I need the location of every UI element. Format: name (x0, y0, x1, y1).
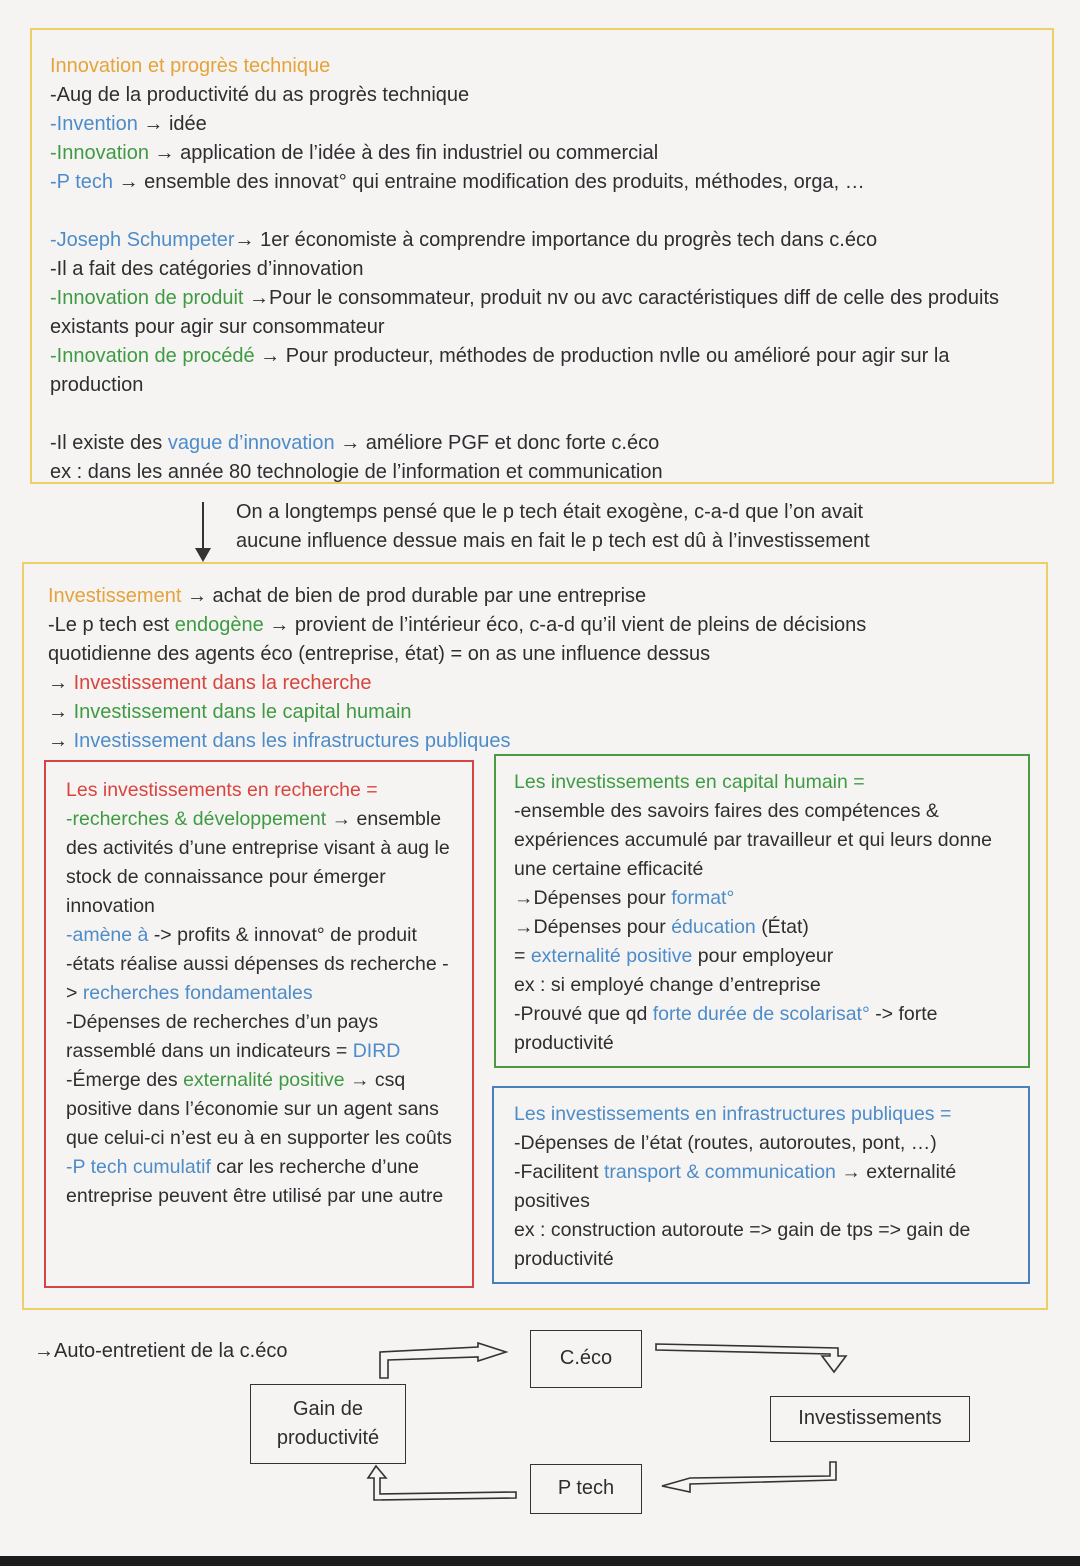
product-innovation-line (50, 284, 1034, 342)
connector-line-1: On a longtemps pensé que le p tech était exogène, c-a-d que l’on avait (236, 501, 864, 523)
arrow-icon: → (350, 1069, 370, 1091)
endogenous-key: endogène (174, 614, 264, 636)
bottom-edge (0, 1556, 1080, 1566)
cumulative-key: -P tech cumulatif (66, 1156, 211, 1178)
human-capital-title: Les investissements en capital humain = (514, 771, 865, 793)
arrow-icon: → (118, 171, 139, 193)
product-innovation-def: Pour le consommateur, produit nv ou avc caractéristiques diff de celle des produits existants pour agir sur consommateur (50, 287, 1000, 338)
example-line: ex : si employé change d’entreprise (514, 974, 821, 996)
hollow-arrow-icon (368, 1466, 516, 1500)
ptech-def: ensemble des innovat° qui entraine modification des produits, méthodes, orga, … (144, 171, 865, 193)
cycle-arrows (0, 1320, 1080, 1530)
process-innovation-key: -Innovation de procédé (50, 345, 255, 367)
research-box (44, 760, 474, 1288)
positive-externality-line: = externalité positive pour employeur (514, 945, 834, 967)
investment-def-line (48, 582, 1008, 611)
dird-key: DIRD (352, 1040, 401, 1062)
research-title: Les investissements en recherche = (66, 779, 378, 801)
wave-line (50, 429, 1034, 458)
wave-key: vague d’innovation (167, 432, 335, 454)
down-arrow-icon (192, 500, 214, 564)
arrow-icon: → (143, 113, 164, 135)
innovation-title: Innovation et progrès technique (50, 55, 331, 77)
externality-key: externalité positive (183, 1069, 345, 1091)
productivity-line: -Aug de la productivité du as progrès technique (50, 84, 470, 106)
rd-def: ensemble des activités d’une entreprise visant à aug le stock de connaissance pour émerger innovation (66, 808, 450, 917)
highway-example-line: ex : construction autoroute => gain de tps => gain de productivité (514, 1219, 971, 1270)
hollow-arrow-icon (380, 1343, 506, 1378)
product-innovation-key: -Innovation de produit (50, 287, 244, 309)
endogenous-line (48, 611, 928, 669)
dird-line: -Dépenses de recherches d’un pays rassemblé dans un indicateurs = DIRD (66, 1011, 401, 1062)
arrow-icon: → (340, 432, 361, 454)
connector-line-2: aucune influence dessue mais en fait le p tech est dû à l’investissement (236, 530, 870, 552)
node-gain-productivite: Gain de productivité (250, 1384, 406, 1464)
positive-externality-key: externalité positive (530, 945, 693, 967)
schooling-key: forte durée de scolarisat° (652, 1003, 870, 1025)
training-key: format° (671, 887, 735, 909)
innovation-key: -Innovation (50, 142, 149, 164)
endogenous-def: provient de l’intérieur éco, c-a-d qu’il vient de pleins de décisions quotidienne des agents éco (entreprise, état) = on as une influence dessus (48, 614, 867, 665)
arrow-icon: → (260, 345, 281, 367)
rd-key: -recherches & développement (66, 808, 327, 830)
ptech-line (50, 168, 1034, 197)
transport-key: transport & communication (603, 1161, 836, 1183)
process-innovation-line (50, 342, 1034, 400)
education-key: éducation (671, 916, 756, 938)
cycle-label: →Auto-entretient de la c.éco (34, 1340, 288, 1362)
bullet-research: → Investissement dans la recherche (48, 672, 372, 694)
node-investissements: Investissements (770, 1396, 970, 1442)
leads-to-line (66, 921, 458, 950)
arrow-icon: → (186, 585, 207, 607)
schumpeter-key: -Joseph Schumpeter (50, 229, 235, 251)
arrow-icon: → (234, 229, 255, 251)
invention-def: idée (168, 113, 207, 135)
hollow-arrow-icon (656, 1344, 846, 1372)
example-line: ex : dans les année 80 technologie de l’information et communication (50, 461, 663, 483)
connector-text (236, 498, 956, 556)
arrow-icon: → (249, 287, 270, 309)
human-capital-box (494, 754, 1030, 1068)
skills-line: -ensemble des savoirs faires des compétences & expériences accumulé par travailleur et qui leurs donne une certaine efficacité (514, 800, 993, 880)
ptech-key: -P tech (50, 171, 113, 193)
process-innovation-def: Pour producteur, méthodes de production nvlle ou amélioré pour agir sur la production (50, 345, 950, 396)
invention-line (50, 110, 1034, 139)
wave-def: améliore PGF et donc forte c.éco (365, 432, 660, 454)
wave-pre: -Il existe des (50, 432, 163, 454)
arrow-icon: → (331, 808, 352, 830)
endogenous-pre: -Le p tech est (48, 614, 170, 636)
innovation-box (30, 28, 1054, 484)
schooling-line: -Prouvé que qd forte durée de scolarisat° -> forte productivité (514, 1003, 938, 1054)
node-ptech: P tech (530, 1464, 642, 1514)
arrow-icon: → (48, 672, 68, 694)
state-spending-line: -Dépenses de l’état (routes, autoroutes, pont, …) (514, 1132, 937, 1154)
arrow-icon: → (48, 701, 68, 723)
arrow-icon: → (48, 730, 68, 752)
arrow-icon: → (269, 614, 290, 636)
invention-key: -Invention (50, 113, 138, 135)
arrow-icon: → (841, 1161, 861, 1183)
innovation-line (50, 139, 1034, 168)
training-line: →Dépenses pour format° (514, 887, 735, 909)
fundamental-research-key: recherches fondamentales (82, 982, 313, 1004)
investment-title: Investissement (48, 585, 182, 607)
bullet-infrastructure: → Investissement dans les infrastructures publiques (48, 730, 511, 752)
leads-to-rest: -> profits & innovat° de produit (153, 924, 417, 946)
cumulative-line: -P tech cumulatif car les recherche d’une entreprise peuvent être utilisé par une autre (66, 1156, 444, 1207)
arrow-icon: → (154, 142, 175, 164)
innovation-def: application de l’idée à des fin industriel ou commercial (180, 142, 659, 164)
rd-line (66, 805, 458, 921)
node-ceco: C.éco (530, 1330, 642, 1388)
state-research-line: -états réalise aussi dépenses ds recherche -> recherches fondamentales (66, 953, 449, 1004)
infrastructure-title: Les investissements en infrastructures publiques = (514, 1103, 952, 1125)
categories-line: -Il a fait des catégories d’innovation (50, 258, 364, 280)
education-line: →Dépenses pour éducation (État) (514, 916, 809, 938)
externality-line: -Émerge des externalité positive → csq positive dans l’économie sur un agent sans que celui-ci n’est eu à en supporter les coûts (66, 1069, 452, 1149)
leads-to-key: -amène à (66, 924, 149, 946)
schumpeter-def: 1er économiste à comprendre importance du progrès tech dans c.éco (260, 229, 878, 251)
transport-line: -Facilitent transport & communication → externalité positives (514, 1161, 957, 1212)
schumpeter-line (50, 226, 1034, 255)
investment-def: achat de bien de prod durable par une entreprise (212, 585, 647, 607)
infrastructure-box (492, 1086, 1030, 1284)
bullet-human-capital: → Investissement dans le capital humain (48, 701, 412, 723)
hollow-arrow-icon (662, 1462, 836, 1492)
